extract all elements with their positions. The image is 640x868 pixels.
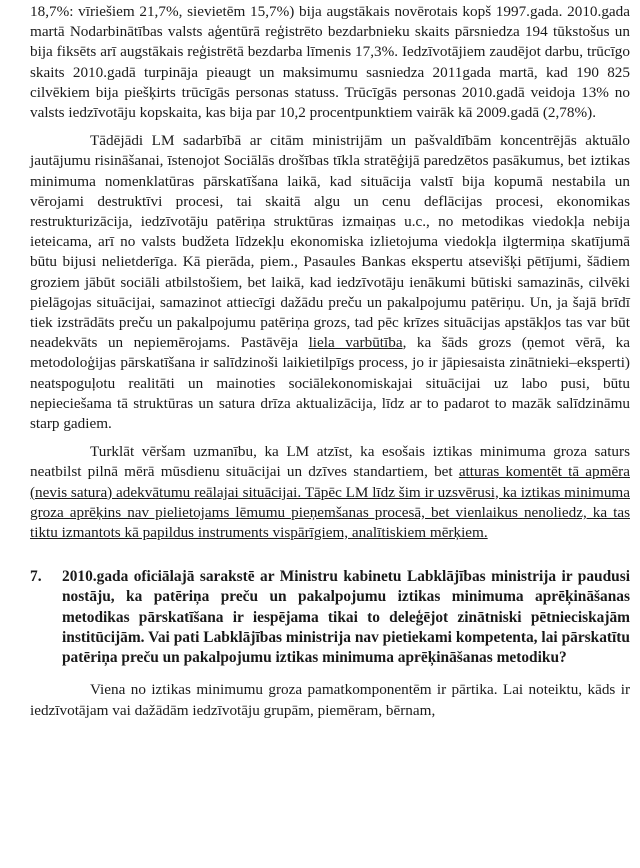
paragraph-lm-cooperation bbox=[30, 131, 630, 434]
question-7 bbox=[30, 567, 630, 668]
underlined-phrase-high-probability: liela varbūtība bbox=[308, 334, 403, 352]
paragraph-lm-cooperation-text: Tādējādi LM sadarbībā ar citām ministrijām un pašvaldībām koncentrējās aktuālo jautājumu risināšanai, īstenojot Sociālās drošības tīkla stratēģijā paredzētos pasākumus, bet iztikas minimuma nomenklatūras pārskatīšana laikā, kad situācija valstī bija kopumā nestabila un vērojami destruktīvi procesi, tai skaitā algu un cenu deflācijas procesi, ekonomikas restrukturizācija, iedzīvotāju patēriņa struktūras izmaiņas u.c., no metodikas viedokļa nebija ieteicama, arī no valsts budžeta līdzekļu ekonomiska izlietojuma viedokļa ilgtermiņa skatījumā būtu bijusi nelietderīga. Kā pierāda, piem., Pasaules Bankas ekspertu atsevišķi pētījumi, šādiem groziem jābūt sociāli atbilstošiem, bet laikā, kad iedzīvotāju ienākumi būtiski samazinās, cilvēki pielāgojas situācijai, samazinot attiecīgi dažādu preču un pakalpojumu patēriņu. Un, ja šajā brīdī tiek izstrādāts preču un pakalpojumu patēriņa grozs, tad pēc krīzes situācijas apstākļos tas var būt neadekvāts un nepiemērojams. Pastāvēja bbox=[30, 132, 630, 352]
paragraph-answer-start: Viena no iztikas minimumu groza pamatkomponentēm ir pārtika. Lai noteiktu, kāds ir iedzīvotājam vai dažādām iedzīvotāju grupām, piemēram, bērnam, bbox=[30, 681, 630, 719]
question-text: 2010.gada oficiālajā sarakstē ar Ministru kabinetu Labklājības ministrija ir paudusi nostāju, ka patēriņa preču un pakalpojumu iztikas minimuma aprēķināšanas metodikas pārskatīšana ir iespējama tikai to deleģējot zinātniski pētnieciskajām institūcijām. Vai pati Labklājības ministrija nav pietiekami kompetenta, lai pārskatītu patēriņa preču un pakalpojumu iztikas minimuma aprēķināšanas metodiku? bbox=[62, 568, 630, 667]
paragraph-lm-position bbox=[30, 442, 630, 543]
paragraph-lm-cooperation-continuation: , ka šāds grozs (ņemot vērā, ka metodoloģijas pārskatīšana ir salīdzinoši laikietilpīgs process, jo ir jāpiesaista zinātnieki–eksperti) neatspoguļotu realitāti un mainoties sociālekonomiskajai situācijai uz labo pusi, būtu nepieciešama tā struktūras un satura drīza aktualizācija, līdz ar to padarot to mazāk salīdzināmu starp gadiem. bbox=[30, 334, 631, 433]
paragraph-lm-position-text: Turklāt vēršam uzmanību, ka LM atzīst, ka esošais iztikas minimuma groza saturs neatbilst pilnā mērā mūsdienu situācijai un dzīves standartiem, bet bbox=[30, 443, 630, 481]
underlined-lm-statement: atturas komentēt tā apmēra (nevis satura) adekvātumu reālajai situācijai. Tāpēc LM līdz šim ir uzsvērusi, ka iztikas minimuma groza aprēķins nav pielietojams lēmumu pieņemšanas procesā, bet vienlaikus nenoliedz, ka tas tiktu izmantots kā papildus instruments vispārīgiem, analītiskiem mērķiem. bbox=[30, 463, 630, 542]
question-number: 7. bbox=[30, 568, 42, 586]
paragraph-unemployment-stats: 18,7%: vīriešiem 21,7%, sievietēm 15,7%) bija augstākais novērotais kopš 1997.gada. 2010.gada martā Nodarbinātības valsts aģentūrā reģistrēto bezdarbnieku skaits pārsniedza 194 tūkstošus un bija fiksēts arī augstākais reģistrētā bezdarba līmenis 17,3%. Iedzīvotājiem zaudējot darbu, trūcīgo skaits 2010.gadā turpināja pieaugt un maksimumu sasniedza 2011gada martā, kad 190 825 cilvēkiem bija piešķirts trūcīgās personas statuss. Trūcīgās personas 2010.gadā veidoja 13% no valsts iedzīvotāju kopskaita, kas bija par 10,2 procentpunktiem vairāk kā 2009.gadā (2,78%). bbox=[30, 3, 630, 122]
